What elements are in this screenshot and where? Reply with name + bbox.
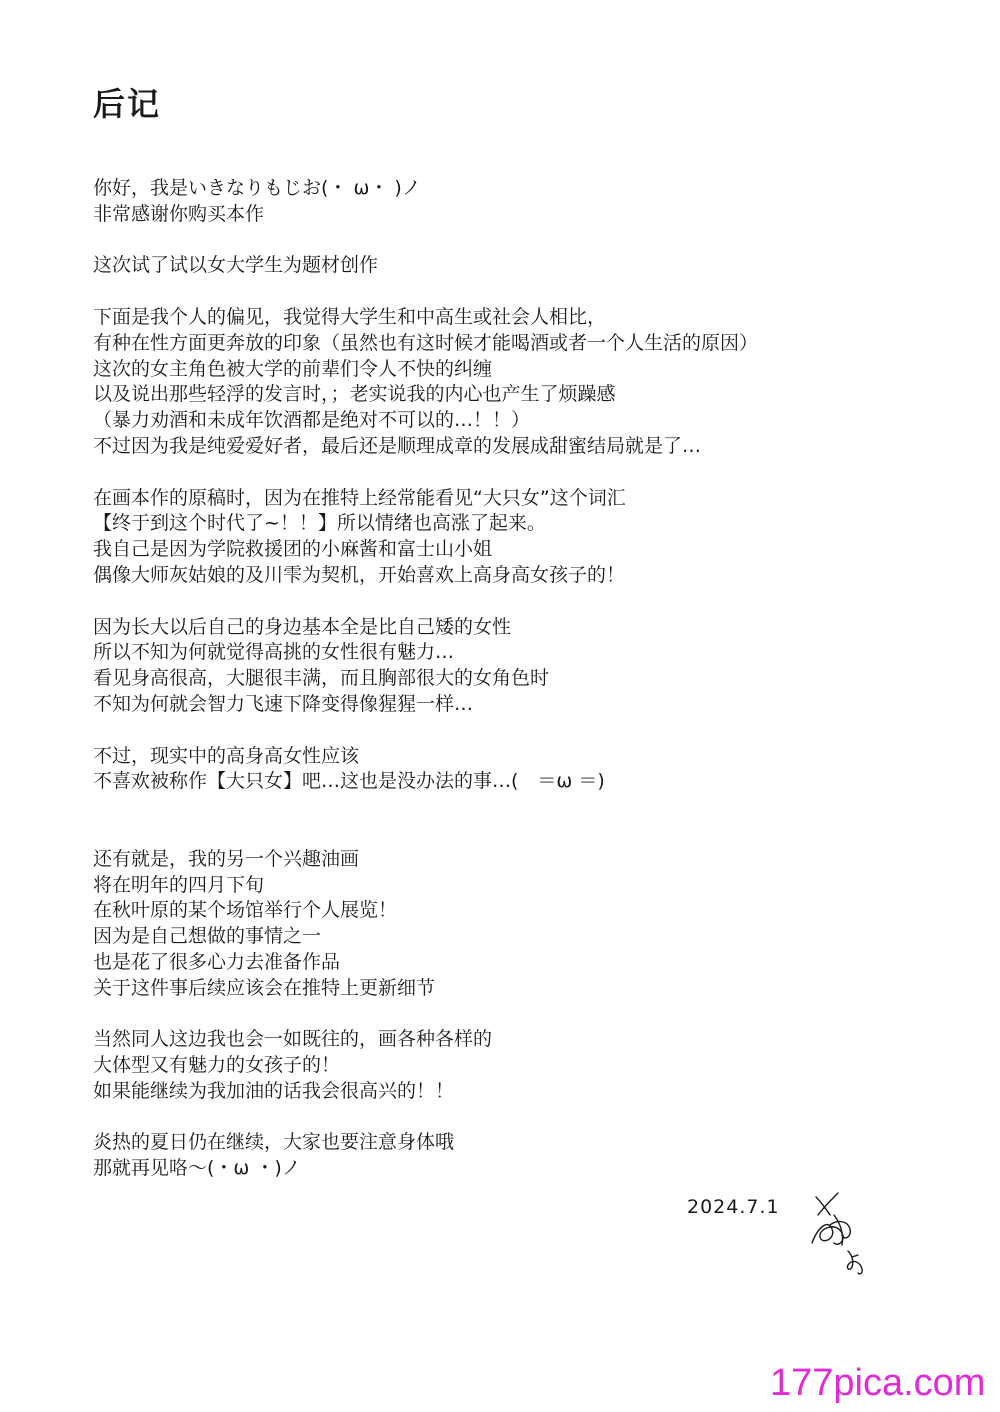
text-line: 将在明年的四月下旬 <box>93 873 265 896</box>
text-line: 下面是我个人的偏见，我觉得大学生和中高生或社会人相比， <box>93 305 607 328</box>
text-line: （暴力劝酒和未成年饮酒都是绝对不可以的…！！） <box>93 409 531 432</box>
text-line: 还有就是，我的另一个兴趣油画 <box>93 847 360 870</box>
text-line: 当然同人这边我也会一如既往的，画各种各样的 <box>93 1028 493 1051</box>
text-line: 不过因为我是纯爱爱好者，最后还是顺理成章的发展成甜蜜结局就是了… <box>93 434 702 457</box>
text-line: 这次试了试以女大学生为题材创作 <box>93 254 379 277</box>
text-line: 不知为何就会智力飞速下降变得像猩猩一样… <box>93 692 474 715</box>
text-line: 你好，我是いきなりもじお(・ ω・ )ノ <box>93 177 421 199</box>
text-line: 炎热的夏日仍在继续，大家也要注意身体哦 <box>93 1131 455 1154</box>
text-line: 因为长大以后自己的身边基本全是比自己矮的女性 <box>93 615 512 638</box>
afterword-body <box>93 176 873 1208</box>
page-title: 后记 <box>93 85 162 123</box>
text-line: 在秋叶原的某个场馆举行个人展览！ <box>93 899 398 922</box>
text-line: 不过，现实中的高身高女性应该 <box>93 744 360 767</box>
paragraph-reality <box>93 744 873 796</box>
text-line: 所以不知为何就觉得高挑的女性很有魅力… <box>93 641 455 664</box>
text-line: 偶像大师灰姑娘的及川雫为契机，开始喜欢上高身高女孩子的！ <box>93 563 626 586</box>
paragraph-opinion <box>93 305 873 460</box>
text-line: 有种在性方面更奔放的印象（虽然也有这时候才能喝酒或者一个人生活的原因） <box>93 331 759 354</box>
paragraph-theme <box>93 253 873 279</box>
text-line: 以及说出那些轻浮的发言时，；老实说我的内心也产生了烦躁感 <box>93 383 616 406</box>
text-line: 大体型又有魅力的女孩子的！ <box>93 1054 341 1077</box>
text-line: 非常感谢你购买本作 <box>93 202 265 225</box>
date-stamp: 2024.7.1 <box>687 1196 780 1218</box>
handwritten-signature <box>808 1185 878 1285</box>
paragraph-tall-women <box>93 615 873 718</box>
text-line: 如果能继续为我加油的话我会很高兴的！！ <box>93 1079 455 1102</box>
text-line: 不喜欢被称作【大只女】吧…这也是没办法的事…( ＝ω ＝) <box>93 770 605 793</box>
text-line: 【终于到这个时代了~！！】所以情绪也高涨了起来。 <box>93 512 546 535</box>
text-line: 因为是自己想做的事情之一 <box>93 925 322 948</box>
paragraph-farewell <box>93 1130 873 1182</box>
paragraph-greeting <box>93 176 873 228</box>
text-line: 关于这件事后续应该会在推特上更新细节 <box>93 976 436 999</box>
text-line: 在画本作的原稿时，因为在推特上经常能看见“大只女”这个词汇 <box>93 486 626 509</box>
text-line: 那就再见咯～(・ω ・)ノ <box>93 1157 301 1180</box>
text-line: 我自己是因为学院救援团的小麻酱和富士山小姐 <box>93 538 493 561</box>
paragraph-inspiration <box>93 486 873 589</box>
text-line: 也是花了很多心力去准备作品 <box>93 950 341 973</box>
text-line: 这次的女主角色被大学的前辈们令人不快的纠缠 <box>93 357 493 380</box>
site-watermark: 177pica.com <box>770 1362 986 1404</box>
paragraph-doujin <box>93 1027 873 1104</box>
paragraph-exhibition <box>93 847 873 1002</box>
text-line: 看见身高很高，大腿很丰满，而且胸部很大的女角色时 <box>93 667 550 690</box>
